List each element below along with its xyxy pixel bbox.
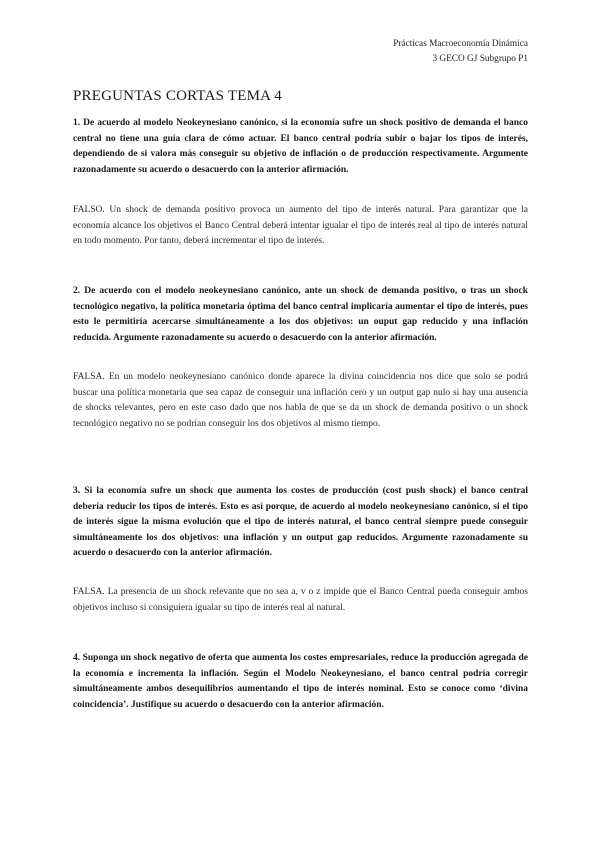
page-header [393,37,528,67]
question-1: 1. De acuerdo al modelo Neokeynesiano canónico, si la economía sufre un shock positivo de demanda el banco central no tiene una guía clara de cómo actuar. El banco central podría subir o bajar los tipos de interés, dependiendo de si valora más conseguir su objetivo de inflación o de producción respectivamente. Argumente razonadamente su acuerdo o desacuerdo con la anterior afirmación. [73,118,528,175]
question-4: 4. Suponga un shock negativo de oferta que aumenta los costes empresariales, reduce la producción agregada de la economía e incrementa la inflación. Según el Modelo Neokeynesiano, el banco central podría corregir simultáneamente ambos desequilibrios aumentando el tipo de interés nominal. Esto se conoce como ‘divina coincidencia’. Justifique su acuerdo o desacuerdo con la anterior afirmación. [73,653,528,710]
answer-2: FALSA. En un modelo neokeynesiano canónico donde aparece la divina coincidencia nos dice que solo se podrá buscar una política monetaria que sea capaz de conseguir una inflación cero y un output gap nulo si hay una ausencia de shocks relevantes, pero en este caso dado que nos habla de que se da un shock de demanda positivo o un shock tecnológico negativo no se podrían conseguir los dos objetivos al mismo tiempo. [73,372,528,429]
page-title: PREGUNTAS CORTAS TEMA 4 [73,88,282,104]
header-course: Prácticas Macroeconomía Dinámica [393,39,528,49]
question-2: 2. De acuerdo con el modelo neokeynesiano canónico, ante un shock de demanda positivo, o tras un shock tecnológico negativo, la política monetaria óptima del banco central implicaría aumentar el tipo de interés, pues esto le permitiría acercarse simultáneamente a los dos objetivos: un ouput gap reducido y una inflación reducida. Argumente razonadamente su acuerdo o desacuerdo con la anterior afirmación. [73,286,528,343]
header-group: 3 GECO GJ Subgrupo P1 [432,54,528,64]
question-3: 3. Si la economía sufre un shock que aumenta los costes de producción (cost push shock) el banco central debería reducir los tipos de interés. Esto es así porque, de acuerdo al modelo neokeynesiano canónico, si el tipo de interés sigue la misma evolución que el tipo de interés natural, el banco central siempre puede conseguir simultáneamente los dos objetivos: una inflación y un output gap reducidos. Argumente razonadamente su acuerdo o desacuerdo con la anterior afirmación. [73,486,528,558]
answer-1: FALSO. Un shock de demanda positivo provoca un aumento del tipo de interés natural. Para garantizar que la economía alcance los objetivos el Banco Central deberá intentar igualar el tipo de interés real al tipo de interés natural en todo momento. Por tanto, deberá incrementar el tipo de interés. [73,205,528,246]
answer-3: FALSA. La presencia de un shock relevante que no sea a, v o z impide que el Banco Central pueda conseguir ambos objetivos incluso si consiguiera igualar su tipo de interés real al natural. [73,587,528,613]
